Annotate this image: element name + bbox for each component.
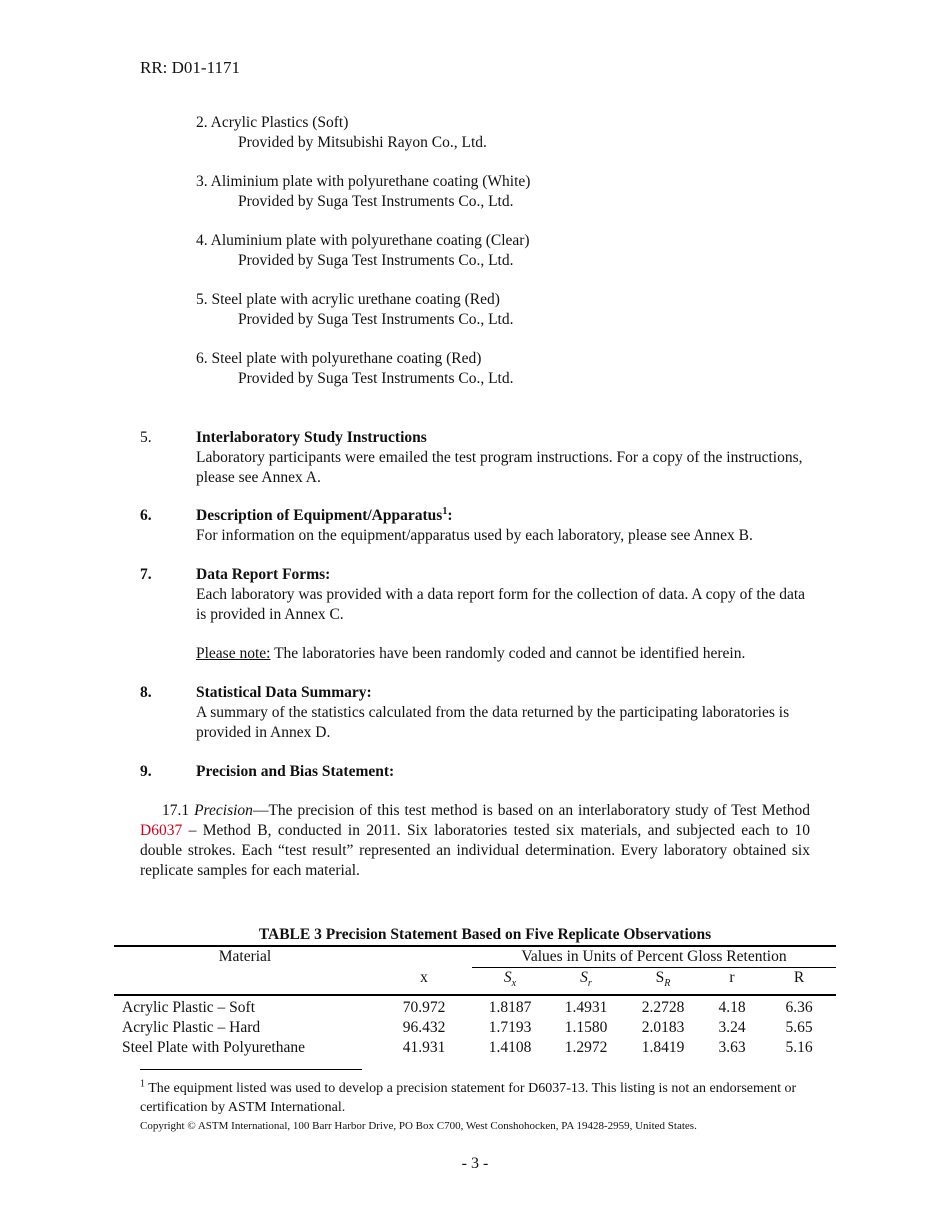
section-text: A summary of the statistics calculated from the data returned by the participating laboratories is provided in Annex D. [196,704,790,741]
section-title: Interlaboratory Study Instructions [196,429,427,446]
footnote-mark: 1 [140,1078,145,1090]
table-title: TABLE 3 Precision Statement Based on Five Replicate Observations [258,926,712,943]
material-provider: Provided by Mitsubishi Rayon Co., Ltd. [238,134,487,151]
please-note-text: The laboratories have been randomly coded and cannot be identified herein. [270,645,746,662]
section-number: 8. [140,684,152,701]
footnote-divider [140,1069,362,1070]
table-row: Acrylic Plastic – Soft 70.972 1.8187 1.4931 2.2728 4.18 6.36 [122,999,813,1017]
col-sr: $S_r$ [580,969,592,990]
precision-table [114,925,836,1058]
values-header: Values in Units of Percent Gloss Retention [472,946,836,968]
section-title: Precision and Bias Statement: [196,763,395,780]
material-item [196,349,513,389]
section-number: 5. [140,429,152,446]
copyright: Copyright © ASTM International, 100 Barr Harbor Drive, PO Box C700, West Conshohocken, PA 19428-2959, United States. [140,1120,697,1132]
col-r: r [729,969,735,986]
precision-term: Precision [194,802,253,819]
page-number: - 3 - [461,1155,489,1172]
col-sx: $S_x$ [503,969,517,990]
footnote-ref[interactable]: 1 [442,505,448,517]
material-label: 4. Aluminium plate with polyurethane coating (Clear) [196,232,530,249]
please-note [196,644,816,664]
section-number: 7. [140,566,152,583]
material-item [196,231,530,271]
material-item [196,172,530,212]
precision-paragraph: 17.1 Precision—The precision of this test method is based on an interlaboratory study of Test Method D6037 – Method B, conducted in 2011. Six laboratories tested six materials, and subjected each to 10 double strokes. Each “test result” represented an individual determination. Every laboratory obtained six replicate samples for each material. [140,802,811,879]
material-item [196,113,487,153]
section-text: For information on the equipment/apparatus used by each laboratory, please see Annex B. [196,527,753,544]
col-sR: $S_R$ [655,969,671,990]
section-text: Each laboratory was provided with a data report form for the collection of data. A copy of the data is provided in Annex C. [196,586,806,623]
section-title: Data Report Forms: [196,566,331,583]
section-title: Description of Equipment/Apparatus$^1$: [196,505,453,524]
section-number: 9. [140,763,152,780]
page-header: RR: D01-1171 [140,58,240,77]
col-x: x [420,968,428,986]
col-R: R [793,969,805,986]
section-text: Laboratory participants were emailed the test program instructions. For a copy of the instructions, please see Annex A. [196,449,803,486]
table-row: Steel Plate with Polyurethane 41.931 1.4108 1.2972 1.8419 3.63 5.16 [122,1039,813,1057]
please-note-label: Please note: [196,645,271,662]
d6037-link[interactable]: D6037 [140,822,183,839]
footnote: $^1$ The equipment listed was used to develop a precision statement for D6037-13. This listing is not an endorsement or certification by ASTM International. [140,1078,797,1115]
material-provider: Provided by Suga Test Instruments Co., Ltd. [238,193,514,210]
material-label: 6. Steel plate with polyurethane coating (Red) [196,350,482,367]
material-label: 2. Acrylic Plastics (Soft) [196,114,349,131]
material-provider: Provided by Suga Test Instruments Co., Ltd. [238,370,514,387]
material-item [196,290,513,330]
material-provider: Provided by Suga Test Instruments Co., Ltd. [238,252,514,269]
material-provider: Provided by Suga Test Instruments Co., Ltd. [238,311,514,328]
table-row: Acrylic Plastic – Hard 96.432 1.7193 1.1580 2.0183 3.24 5.65 [122,1019,813,1037]
section-number: 6. [140,507,152,524]
section-title: Statistical Data Summary: [196,684,372,701]
material-header: Material [218,948,272,965]
material-label: 3. Aliminium plate with polyurethane coating (White) [196,173,531,190]
material-label: 5. Steel plate with acrylic urethane coating (Red) [196,291,500,308]
